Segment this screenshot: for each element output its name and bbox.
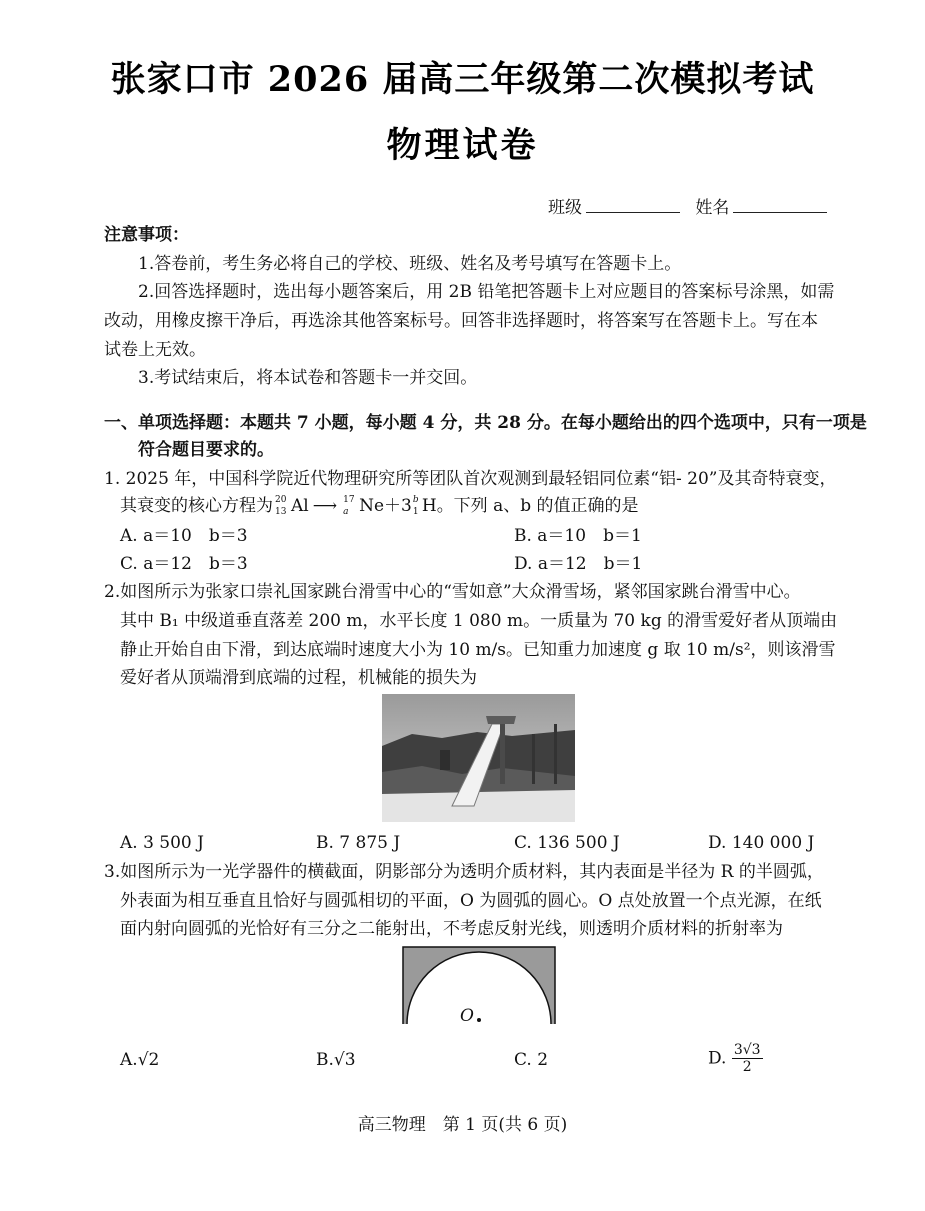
q1-line-2 [120,496,639,517]
al-mass-number: 20 [275,494,287,505]
photo-light-pole [554,724,557,784]
h-symbol: H [421,496,437,516]
q2-option-b: B. 7 875 J [316,833,401,853]
q1-option-d: D. a＝12 b＝1 [514,554,643,574]
al-atomic-number: 13 [275,506,287,517]
notice-item-1: 1.答卷前，考生务必将自己的学校、班级、姓名及考号填写在答题卡上。 [138,254,682,274]
photo-building [440,750,450,770]
ski-jump-photo [382,694,575,822]
reaction-arrow: ⟶ [312,496,338,516]
q3-option-a-letter: A. [120,1050,138,1070]
ne-atomic-number: a [343,506,349,517]
notice-item-3: 3.考试结束后，将本试卷和答题卡一并交回。 [138,368,478,388]
notice-item-2-line-1: 2.回答选择题时，选出每小题答案后，用 2B 铅笔把答题卡上对应题目的答案标号涂黑，如需 [138,282,835,302]
q3-option-d-numerator: 3√3 [733,1042,761,1058]
al-symbol: Al [291,496,309,516]
section-1-heading-line-1: 一、单项选择题：本题共 7 小题，每小题 4 分，共 28 分。在每小题给出的四个选项中，只有一项是 [104,413,867,433]
class-blank [586,196,680,213]
q3-option-d [708,1042,763,1075]
q2-line-4: 爱好者从顶端滑到底端的过程，机械能的损失为 [120,668,477,688]
notice-item-2-line-2: 改动，用橡皮擦干净后，再选涂其他答案标号。回答非选择题时，将答案写在答题卡上。写在本 [104,311,818,331]
q2-line-2: 其中 B₁ 中级道垂直落差 200 m，水平长度 1 080 m。一质量为 70 kg 的滑雪爱好者从顶端由 [120,611,838,631]
ne-symbol: Ne＋3 [359,496,412,516]
q3-option-b-letter: B. [316,1050,334,1070]
h-nuclide [412,494,422,517]
ne-nuclide [341,494,359,517]
q3-line-1: 3.如图所示为一光学器件的横截面，阴影部分为透明介质材料，其内表面是半径为 R 的半圆弧， [104,862,824,882]
optical-device-diagram [400,944,558,1028]
center-label: O [460,1006,474,1026]
page-footer: 高三物理 第 1 页(共 6 页) [357,1115,568,1135]
q2-option-c: C. 136 500 J [514,833,620,853]
name-label: 姓名 [695,198,730,218]
class-label: 班级 [548,198,582,218]
name-blank [733,196,827,213]
q3-line-3: 面内射向圆弧的光恰好有三分之二能射出，不考虑反射光线，则透明介质材料的折射率为 [120,919,783,939]
q2-option-a: A. 3 500 J [120,833,204,853]
center-point [477,1018,481,1022]
photo-jump-tower-top [486,716,516,724]
q3-option-a-value: √2 [137,1050,160,1070]
photo-tower-pillar [500,724,505,784]
subject-title: 物理试卷 [386,125,539,166]
q2-option-d: D. 140 000 J [708,833,815,853]
q1-option-b: B. a＝10 b＝1 [514,526,642,546]
q3-option-d-letter: D. [708,1048,727,1069]
student-info [548,196,837,218]
q3-option-a [120,1050,159,1070]
q1-line-2-post: 。下列 a、b 的值正确的是 [436,496,639,516]
ne-mass-number: 17 [343,494,355,505]
q1-option-a: A. a＝10 b＝3 [120,526,248,546]
q3-line-2: 外表面为相互垂直且恰好与圆弧相切的平面，O 为圆弧的圆心。O 点处放置一个点光源，在纸 [120,891,822,911]
h-atomic-number: 1 [412,506,419,517]
q2-line-3: 静止开始自由下滑，到达底端时速度大小为 10 m/s。已知重力加速度 g 取 10 m/s²，则该滑雪 [120,640,836,660]
q1-line-2-pre: 其衰变的核心方程为 [120,496,273,516]
exam-title: 张家口市 2026 届高三年级第二次模拟考试 [110,59,815,100]
q3-option-b [316,1050,356,1070]
al-nuclide [273,494,291,517]
q3-option-d-denominator: 2 [742,1059,752,1075]
q3-option-b-value: √3 [333,1050,356,1070]
q1-option-c: C. a＝12 b＝3 [120,554,248,574]
photo-light-pole [532,734,535,784]
h-mass-number: b [412,494,419,505]
notice-heading: 注意事项： [104,225,189,245]
notice-item-2-line-3: 试卷上无效。 [104,340,206,360]
q3-option-c: C. 2 [514,1050,549,1070]
medium-shaded-region [403,947,555,1024]
section-1-heading-line-2: 符合题目要求的。 [138,440,274,460]
q2-line-1: 2.如图所示为张家口崇礼国家跳台滑雪中心的“雪如意”大众滑雪场，紧邻国家跳台滑雪中心。 [104,582,801,602]
q1-line-1: 1. 2025 年，中国科学院近代物理研究所等团队首次观测到最轻铝同位素“铝- 20”及其奇特衰变， [104,469,837,489]
q3-option-d-fraction [732,1042,763,1075]
